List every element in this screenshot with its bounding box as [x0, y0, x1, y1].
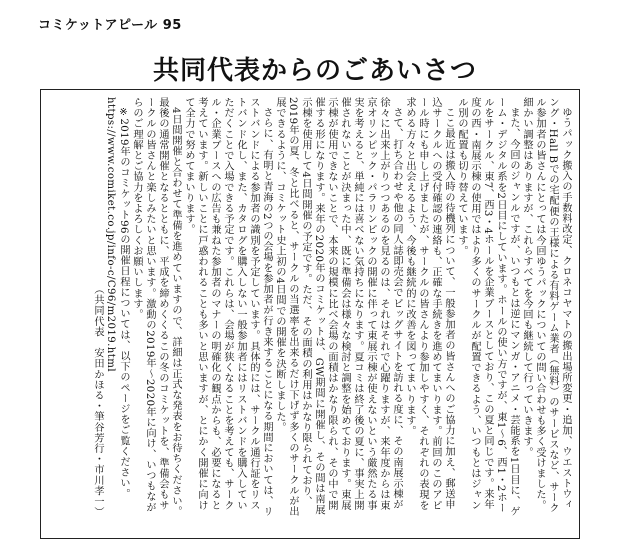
paragraph: さて、打ち合わせや他の同人誌即売会でビッグサイトを訪れる度に、その南展示棟が徐々に出来上がりつつあるのを見るのは、それはそれで心躍りますが、来年度からは東京オリンピック・パラリンピックの開催に伴って東展示棟が使えないという厳然たる事実を考えると、単純には喜べない気持ちになります。夏コミは終了後の夏に、事実上開催されないことが決まった中、既に準備会は様々な検討と調整を始めております。東展示棟が使用できないことで、本来の規模に比べ会場の面積はかなり限られ、その中で開催する形になります。来年の2020年のコミケットは、GW期間に開催し、その間は南展示棟を使用して4日間開催の予定です。ただ、その面積の利用はかなり限られており、2019年の夏、冬と比べると、サークルの当選率を出来るだけ下げず多くのサークルが出展できるように、コミケット史上初の4日間での開催を決断しました。 — [274, 97, 402, 517]
appeal-header-label: コミケットアピール 95 — [38, 18, 182, 33]
paragraph: ※2019年のコミケット96の開催日程については、以下のページをご覧ください。 — [118, 107, 129, 500]
signature: （共同代表 安田かほる・筆谷芳行・市川孝一） — [92, 283, 103, 517]
article-title: 共同代表からのごあいさつ — [152, 56, 477, 86]
paragraph: また、今回のジャンルですが、いつもとは逆にマンガ・アニメ・芸能系を1日目に、ゲーム・デジタル系を2日目にしています。ホールの使い方ですが、東1～6、西1・2ホールをサークル、東7、西3・4ホールを企業ブースとしており、この夏と同じです。来年度の西・南展示棟の使用ではより多くのサークルが配置できるよう、いつもとはジャンル別の配置も切り替えています。 — [456, 97, 519, 517]
article-body — [48, 97, 572, 517]
info-url[interactable]: https://www.comiket.co.jp/info-c/C96/m2019.html — [105, 97, 116, 372]
paragraph: さらに、有明と青海の2つの会場を参加者が行き来することになる期間においては、リストバンドによる参加者の識別を予定しています。具体的には、サークル通行証をリストバンド化し、また、カタログを購入しない一般参加者にはリストバンドを購入していただくことで入場できる予定です。これらは、会場が狭くなることを考えても、サークル・企業ブースへの広告も兼ねた参加者のマナーの明確化の観点からも、必要になると考えています。新しいことに戸惑われることも多いと思いますが、とにかく開催に向けて全力で努めてまいります。 — [183, 97, 272, 517]
paragraph: ここ最近は搬入時の待機列について、一般参加者の皆さんへのご協力に加え、郵送申込サークルへの受付確認の連絡も、正確な手続きを進めてまいります。前回のこのアピール時にも申し上げましたが、サークルの皆さんより参加しやすく、それぞれの表現を求める方々と出会えるよう、今後も継続的に改善を図ってまいります。 — [404, 97, 454, 511]
paragraph: 4日間開催と合わせて準備を進めていますので、詳細は正式な発表をお待ちください。最後の通常開催となるとともに、平成を締めくくるこの冬のコミケットを、準備会もサークルの皆さんと楽しみたいと思います。激動の2019年〜2020年に向け、いつもながらのご理解とご協力をよろしくお願いします。 — [131, 97, 181, 517]
paragraph: ゆうパック搬入の手数料改定、クロネコヤマトの搬出場所変更・追加、ウエストウィング・Hall Bでの宅配便の王様による有料ゲーム業者（無料）のサービスなど、サークル参加者の皆さんにとっては今回ゆうパックについての問い合わせも多く受けました。細かい調整はありますが、これらすべてを今回も継続して行っていきます。 — [521, 97, 571, 514]
